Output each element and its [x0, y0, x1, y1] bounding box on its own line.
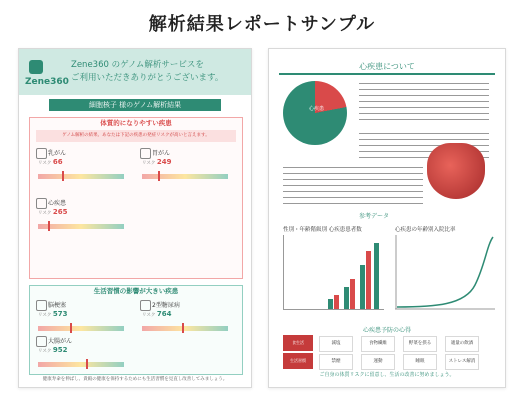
- result-title: 細胞核子 様のゲノム解析結果: [49, 99, 221, 111]
- disease-label: 脳梗塞: [48, 302, 67, 309]
- prevention-cell: 睡眠: [403, 354, 437, 370]
- prevention-row: [283, 353, 491, 369]
- risk-marker: [182, 323, 184, 333]
- disease-cell: [34, 336, 130, 376]
- page1-footer: 健康寿命を伸ばし、貴殿の健康を保持するためにも生活習慣を見直し改善してみましょう。: [42, 377, 228, 382]
- risk-value: 573: [52, 310, 68, 318]
- report-page-heart: [268, 48, 506, 388]
- prevention-title: 心疾患予防の心得: [362, 327, 411, 334]
- chart-bar: [334, 295, 339, 309]
- disease-value: リスク 573: [38, 310, 68, 318]
- disease-label: 乳がん: [48, 150, 67, 157]
- risk-gauge: [38, 224, 124, 229]
- risk-marker: [158, 171, 160, 181]
- risk-marker: [70, 323, 72, 333]
- report-page-genome: [18, 48, 252, 388]
- disease-value: リスク 249: [142, 158, 172, 166]
- line-chart: [395, 235, 495, 311]
- chart-bar: [328, 299, 333, 309]
- prevention-table: [283, 325, 491, 369]
- prevention-cell: 食物繊維: [361, 336, 395, 352]
- body-text-block: [359, 83, 489, 125]
- row-label: 生活習慣: [283, 353, 313, 369]
- page2-heading: 心疾患について: [279, 61, 495, 75]
- chart-bar: [350, 279, 355, 309]
- box2-title: 生活習慣の影響が大きい疾患: [93, 287, 179, 295]
- risk-gauge: [38, 362, 124, 367]
- body-text-block: [283, 167, 423, 207]
- disease-value: リスク 66: [38, 158, 63, 166]
- box1-title: 体質的になりやすい疾患: [100, 119, 172, 127]
- predisposed-diseases-box: [29, 117, 243, 279]
- risk-value: 764: [156, 310, 172, 318]
- prevention-cell: 禁煙: [319, 354, 353, 370]
- risk-marker: [62, 171, 64, 181]
- reference-data-label: 参考データ: [359, 213, 390, 220]
- row-label: 食生活: [283, 335, 313, 351]
- chart-left-title: 性別・年齢階級別 心疾患患者数: [283, 227, 362, 233]
- heart-illustration: [427, 143, 485, 199]
- logo-text: Zene360: [25, 77, 69, 87]
- prevention-cell: ストレス解消: [445, 354, 479, 370]
- pie-chart: [283, 81, 347, 145]
- chart-bar: [374, 243, 379, 309]
- disease-value: リスク 764: [142, 310, 172, 318]
- risk-value: 265: [52, 208, 68, 216]
- disease-label: 心疾患: [48, 200, 67, 207]
- box1-subtitle: ゲノム解析の結果、あなたは下記の疾患の発症リスクが高いと言えます。: [36, 130, 236, 142]
- zene360-logo-icon: [29, 60, 43, 74]
- disease-value: リスク 265: [38, 208, 68, 216]
- disease-cell: [138, 148, 234, 188]
- chart-right-title: 心疾患の年齢別入院比率: [395, 227, 456, 233]
- disease-label: 胃がん: [152, 150, 171, 157]
- risk-gauge: [142, 326, 228, 331]
- lifestyle-diseases-box: [29, 285, 243, 375]
- risk-value: 952: [52, 346, 68, 354]
- prevention-cell: 適量の飲酒: [445, 336, 479, 352]
- disease-value: リスク 952: [38, 346, 68, 354]
- disease-cell: [138, 300, 234, 340]
- prevention-row: [283, 335, 491, 351]
- bar-chart: [283, 235, 384, 310]
- pie-label: 心疾患: [309, 106, 325, 112]
- risk-marker: [48, 221, 50, 231]
- header-line-1: Zene360 のゲノム解析サービスを: [71, 60, 204, 70]
- prevention-cell: 野菜を摂る: [403, 336, 437, 352]
- disease-cell: [34, 198, 130, 238]
- risk-marker: [86, 359, 88, 369]
- header-line-2: ご利用いただきありがとうございます。: [71, 73, 224, 83]
- risk-gauge: [38, 174, 124, 179]
- chart-bar: [344, 287, 349, 309]
- disease-label: 2型糖尿病: [152, 302, 180, 309]
- risk-gauge: [38, 326, 124, 331]
- disease-cell: [34, 300, 130, 340]
- page1-header: [19, 49, 251, 95]
- chart-bar: [360, 265, 365, 309]
- risk-gauge: [142, 174, 228, 179]
- disease-cell: [34, 148, 130, 188]
- disease-label: 大腸がん: [48, 338, 73, 345]
- risk-value: 249: [156, 158, 172, 166]
- page2-footer: ご自身の体質リスクに留意し、生活の改善に努めましょう。: [319, 372, 455, 378]
- prevention-cell: 減塩: [319, 336, 353, 352]
- prevention-cell: 運動: [361, 354, 395, 370]
- line-series: [397, 237, 493, 307]
- risk-value: 66: [52, 158, 63, 166]
- chart-bar: [366, 251, 371, 309]
- report-title: 解析結果レポートサンプル: [148, 14, 376, 35]
